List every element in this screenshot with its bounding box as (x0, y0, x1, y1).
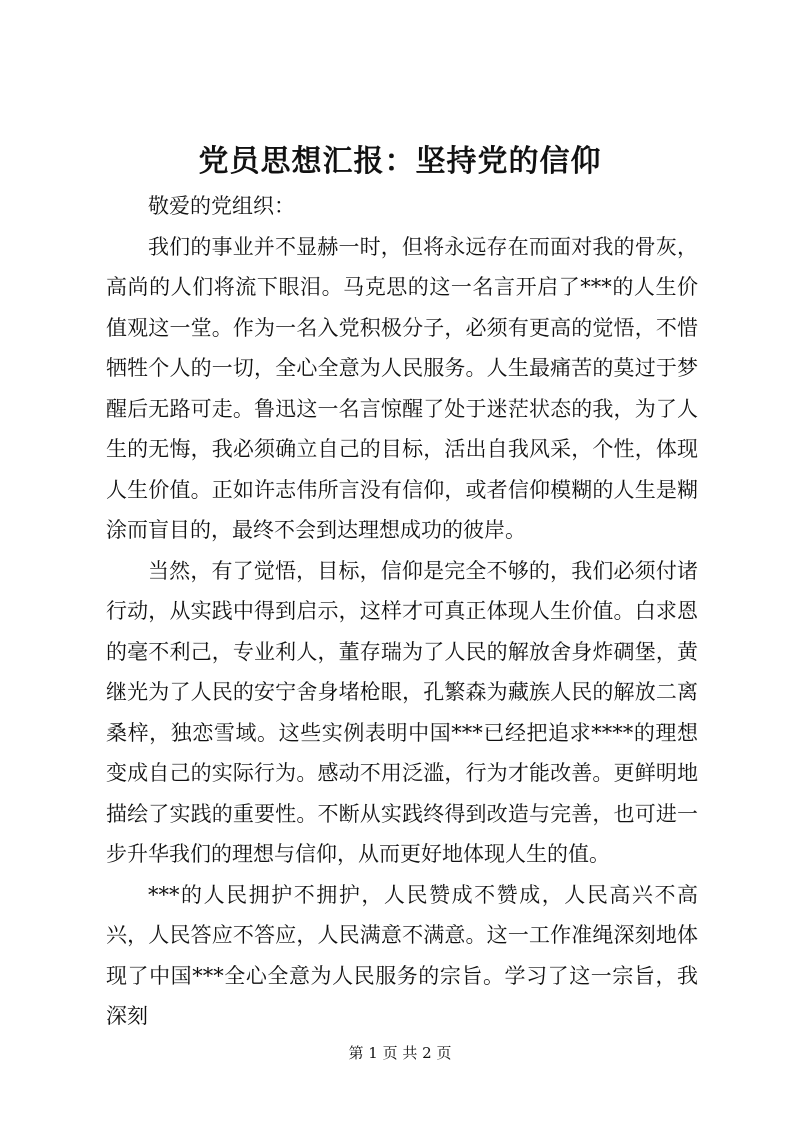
paragraph-2: 当然，有了觉悟，目标，信仰是完全不够的，我们必须付诸行动，从实践中得到启示，这样才可真正体现人生价值。白求恩的毫不利己，专业利人，董存瑞为了人民的解放舍身炸碉堡，黄继光为了人民的安宁舍身堵枪眼，孔繁森为藏族人民的解放二离桑梓，独恋雪域。这些实例表明中国***已经把追求****的理想变成自己的实际行为。感动不用泛滥，行为才能改善。更鲜明地描绘了实践的重要性。不断从实践终得到改造与完善，也可进一步升华我们的理想与信仰，从而更好地体现人生的值。 (106, 558, 698, 866)
salutation: 敬爱的党组织： (148, 194, 295, 218)
document-title: 党员思想汇报：坚持党的信仰 (198, 144, 602, 179)
paragraph-3: ***的人民拥护不拥护，人民赞成不赞成，人民高兴不高兴，人民答应不答应，人民满意不满意。这一工作准绳深刻地体现了中国***全心全意为人民服务的宗旨。学习了这一宗旨，我深刻 (106, 882, 698, 1028)
document-body (106, 186, 698, 1037)
page-number-indicator: 第 1 页 共 2 页 (348, 1044, 452, 1062)
page-footer (0, 1043, 800, 1063)
paragraph-1: 我们的事业并不显赫一时，但将永远存在而面对我的骨灰，高尚的人们将流下眼泪。马克思的这一名言开启了***的人生价值观这一堂。作为一名入党积极分子，必须有更高的觉悟，不惜牺牲个人的一切，全心全意为人民服务。人生最痛苦的莫过于梦醒后无路可走。鲁迅这一名言惊醒了处于迷茫状态的我，为了人生的无悔，我必须确立自己的目标，活出自我风采，个性，体现人生价值。正如许志伟所言没有信仰，或者信仰模糊的人生是糊涂而盲目的，最终不会到达理想成功的彼岸。 (106, 234, 698, 542)
